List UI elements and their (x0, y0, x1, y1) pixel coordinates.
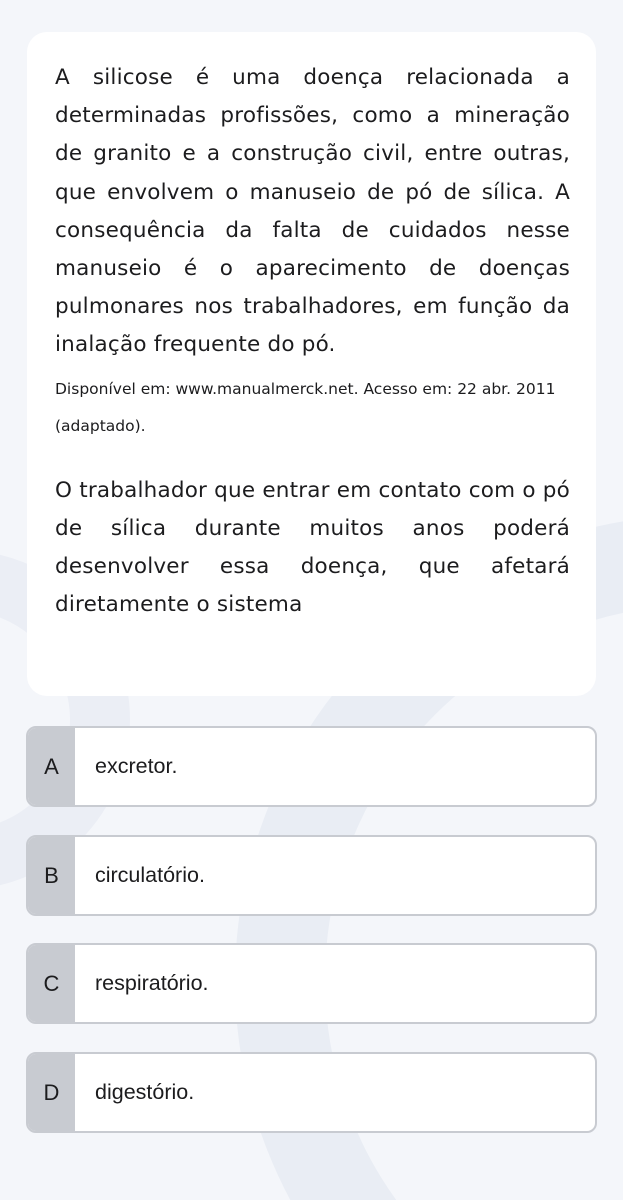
question-prompt: O trabalhador que entrar em contato com o pó de sílica durante muitos anos poderá desenvolver essa doença, que afetará diretamente o sistema (55, 477, 570, 618)
option-letter: B (28, 837, 75, 914)
option-text: respiratório. (95, 971, 209, 995)
question-passage: A silicose é uma doença relacionada a determinadas profissões, como a mineração de granito e a construção civil, entre outras, que envolvem o manuseio de pó de sílica. A consequência da falta de cuidados nesse manuseio é o aparecimento de doenças pulmonares nos trabalhadores, em função da inalação frequente do pó. (55, 65, 570, 358)
answer-option-b[interactable] (26, 835, 597, 916)
answer-option-a[interactable] (26, 726, 597, 807)
option-letter: D (28, 1054, 75, 1131)
option-text: excretor. (95, 754, 178, 778)
option-letter: A (28, 728, 75, 805)
question-card (27, 32, 596, 696)
option-text: circulatório. (95, 863, 205, 887)
answer-option-d[interactable] (26, 1052, 597, 1133)
option-letter: C (28, 945, 75, 1022)
question-source: Disponível em: www.manualmerck.net. Acesso em: 22 abr. 2011 (adaptado). (55, 379, 556, 435)
answer-option-c[interactable] (26, 943, 597, 1024)
option-text: digestório. (95, 1080, 195, 1104)
